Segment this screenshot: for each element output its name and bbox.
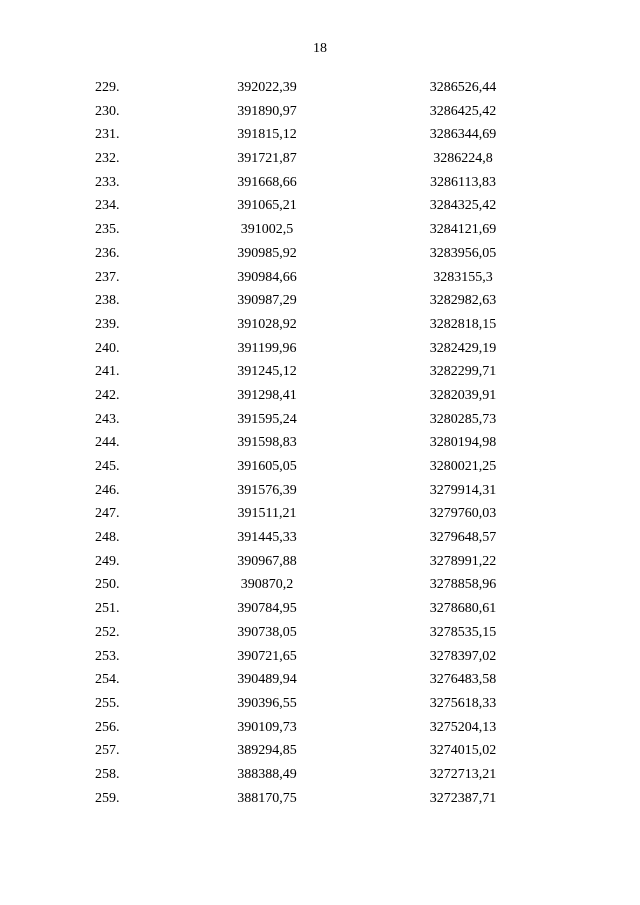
point-number: 246. [95,482,120,498]
table-row [0,337,640,361]
point-number: 249. [95,553,120,569]
x-coordinate: 391298,41 [237,387,297,403]
x-coordinate: 391065,21 [237,198,297,214]
point-number: 236. [95,245,120,261]
table-row [0,573,640,597]
table-row [0,692,640,716]
table-row [0,739,640,763]
table-row [0,360,640,384]
x-coordinate: 391445,33 [237,530,297,546]
y-coordinate: 3283956,05 [429,245,497,261]
point-number: 259. [95,790,120,806]
point-number: 251. [95,601,120,617]
y-coordinate: 3280021,25 [429,459,497,474]
y-coordinate: 3279760,03 [429,506,497,522]
table-row [0,171,640,195]
x-coordinate: 391890,97 [237,103,297,119]
coordinate-table [0,76,640,810]
point-number: 239. [95,316,120,332]
point-number: 232. [95,151,120,167]
table-row [0,597,640,621]
point-number: 237. [95,269,120,285]
point-number: 248. [95,530,120,546]
table-row [0,550,640,574]
y-coordinate: 3282299,71 [429,364,497,380]
table-row [0,147,640,171]
x-coordinate: 390109,73 [237,719,297,735]
y-coordinate: 3272713,21 [429,766,497,782]
y-coordinate: 3278991,22 [429,553,497,569]
point-number: 230. [95,103,120,119]
y-coordinate: 3282039,91 [429,387,497,403]
x-coordinate: 390870,2 [240,577,294,593]
x-coordinate: 390987,29 [237,293,297,309]
x-coordinate: 391598,83 [237,435,297,451]
y-coordinate: 3282429,19 [429,340,497,356]
x-coordinate: 391605,05 [237,459,297,474]
point-number: 234. [95,198,120,214]
table-row [0,668,640,692]
table-row [0,313,640,337]
y-coordinate: 3280285,73 [429,411,497,427]
y-coordinate: 3286344,69 [429,127,497,143]
point-number: 242. [95,387,120,403]
x-coordinate: 391815,12 [237,127,297,143]
x-coordinate: 390784,95 [237,601,297,617]
y-coordinate: 3278535,15 [429,624,497,640]
x-coordinate: 390721,65 [237,648,297,664]
y-coordinate: 3280194,98 [429,435,497,451]
x-coordinate: 391576,39 [237,482,297,498]
y-coordinate: 3286224,8 [433,151,493,167]
x-coordinate: 391595,24 [237,411,297,427]
x-coordinate: 388170,75 [237,790,297,806]
x-coordinate: 391511,21 [237,506,297,522]
point-number: 235. [95,222,120,238]
point-number: 238. [95,293,120,309]
x-coordinate: 389294,85 [237,743,297,759]
x-coordinate: 390985,92 [237,245,297,261]
table-row [0,645,640,669]
y-coordinate: 3275618,33 [429,695,497,711]
y-coordinate: 3282818,15 [429,316,497,332]
y-coordinate: 3284121,69 [429,222,497,238]
x-coordinate: 390738,05 [237,624,297,640]
x-coordinate: 391199,96 [237,340,297,356]
point-number: 244. [95,435,120,451]
x-coordinate: 390984,66 [237,269,297,285]
y-coordinate: 3272387,71 [429,790,497,806]
y-coordinate: 3278680,61 [429,601,497,617]
x-coordinate: 392022,39 [237,80,297,95]
y-coordinate: 3283155,3 [433,269,493,285]
y-coordinate: 3276483,58 [429,672,497,688]
point-number: 233. [95,174,120,190]
x-coordinate: 391721,87 [237,151,297,167]
point-number: 252. [95,624,120,640]
table-row [0,479,640,503]
table-row [0,526,640,550]
table-row [0,502,640,526]
y-coordinate: 3278858,96 [429,577,497,593]
table-row [0,76,640,100]
table-row [0,218,640,242]
x-coordinate: 391668,66 [237,174,297,190]
point-number: 254. [95,672,120,688]
y-coordinate: 3286526,44 [429,80,497,95]
x-coordinate: 390967,88 [237,553,297,569]
y-coordinate: 3274015,02 [429,743,497,759]
point-number: 243. [95,411,120,427]
point-number: 256. [95,719,120,735]
point-number: 257. [95,743,120,759]
table-row [0,408,640,432]
table-row [0,455,640,479]
point-number: 231. [95,127,120,143]
x-coordinate: 391002,5 [240,222,294,238]
point-number: 258. [95,766,120,782]
table-row [0,716,640,740]
y-coordinate: 3282982,63 [429,293,497,309]
y-coordinate: 3278397,02 [429,648,497,664]
table-row [0,787,640,811]
y-coordinate: 3284325,42 [429,198,497,214]
page-number: 18 [313,41,327,56]
x-coordinate: 390396,55 [237,695,297,711]
table-row [0,266,640,290]
point-number: 253. [95,648,120,664]
point-number: 250. [95,577,120,593]
x-coordinate: 391245,12 [237,364,297,380]
x-coordinate: 390489,94 [237,672,297,688]
table-row [0,123,640,147]
y-coordinate: 3279914,31 [429,482,497,498]
y-coordinate: 3286425,42 [429,103,497,119]
table-row [0,100,640,124]
table-row [0,242,640,266]
point-number: 240. [95,340,120,356]
point-number: 255. [95,695,120,711]
point-number: 247. [95,506,120,522]
y-coordinate: 3275204,13 [429,719,497,735]
table-row [0,384,640,408]
y-coordinate: 3286113,83 [430,174,496,190]
table-row [0,763,640,787]
table-row [0,431,640,455]
x-coordinate: 388388,49 [237,766,297,782]
table-row [0,194,640,218]
table-row [0,289,640,313]
table-row [0,621,640,645]
point-number: 229. [95,80,120,95]
point-number: 245. [95,459,120,474]
x-coordinate: 391028,92 [237,316,297,332]
y-coordinate: 3279648,57 [429,530,497,546]
point-number: 241. [95,364,120,380]
